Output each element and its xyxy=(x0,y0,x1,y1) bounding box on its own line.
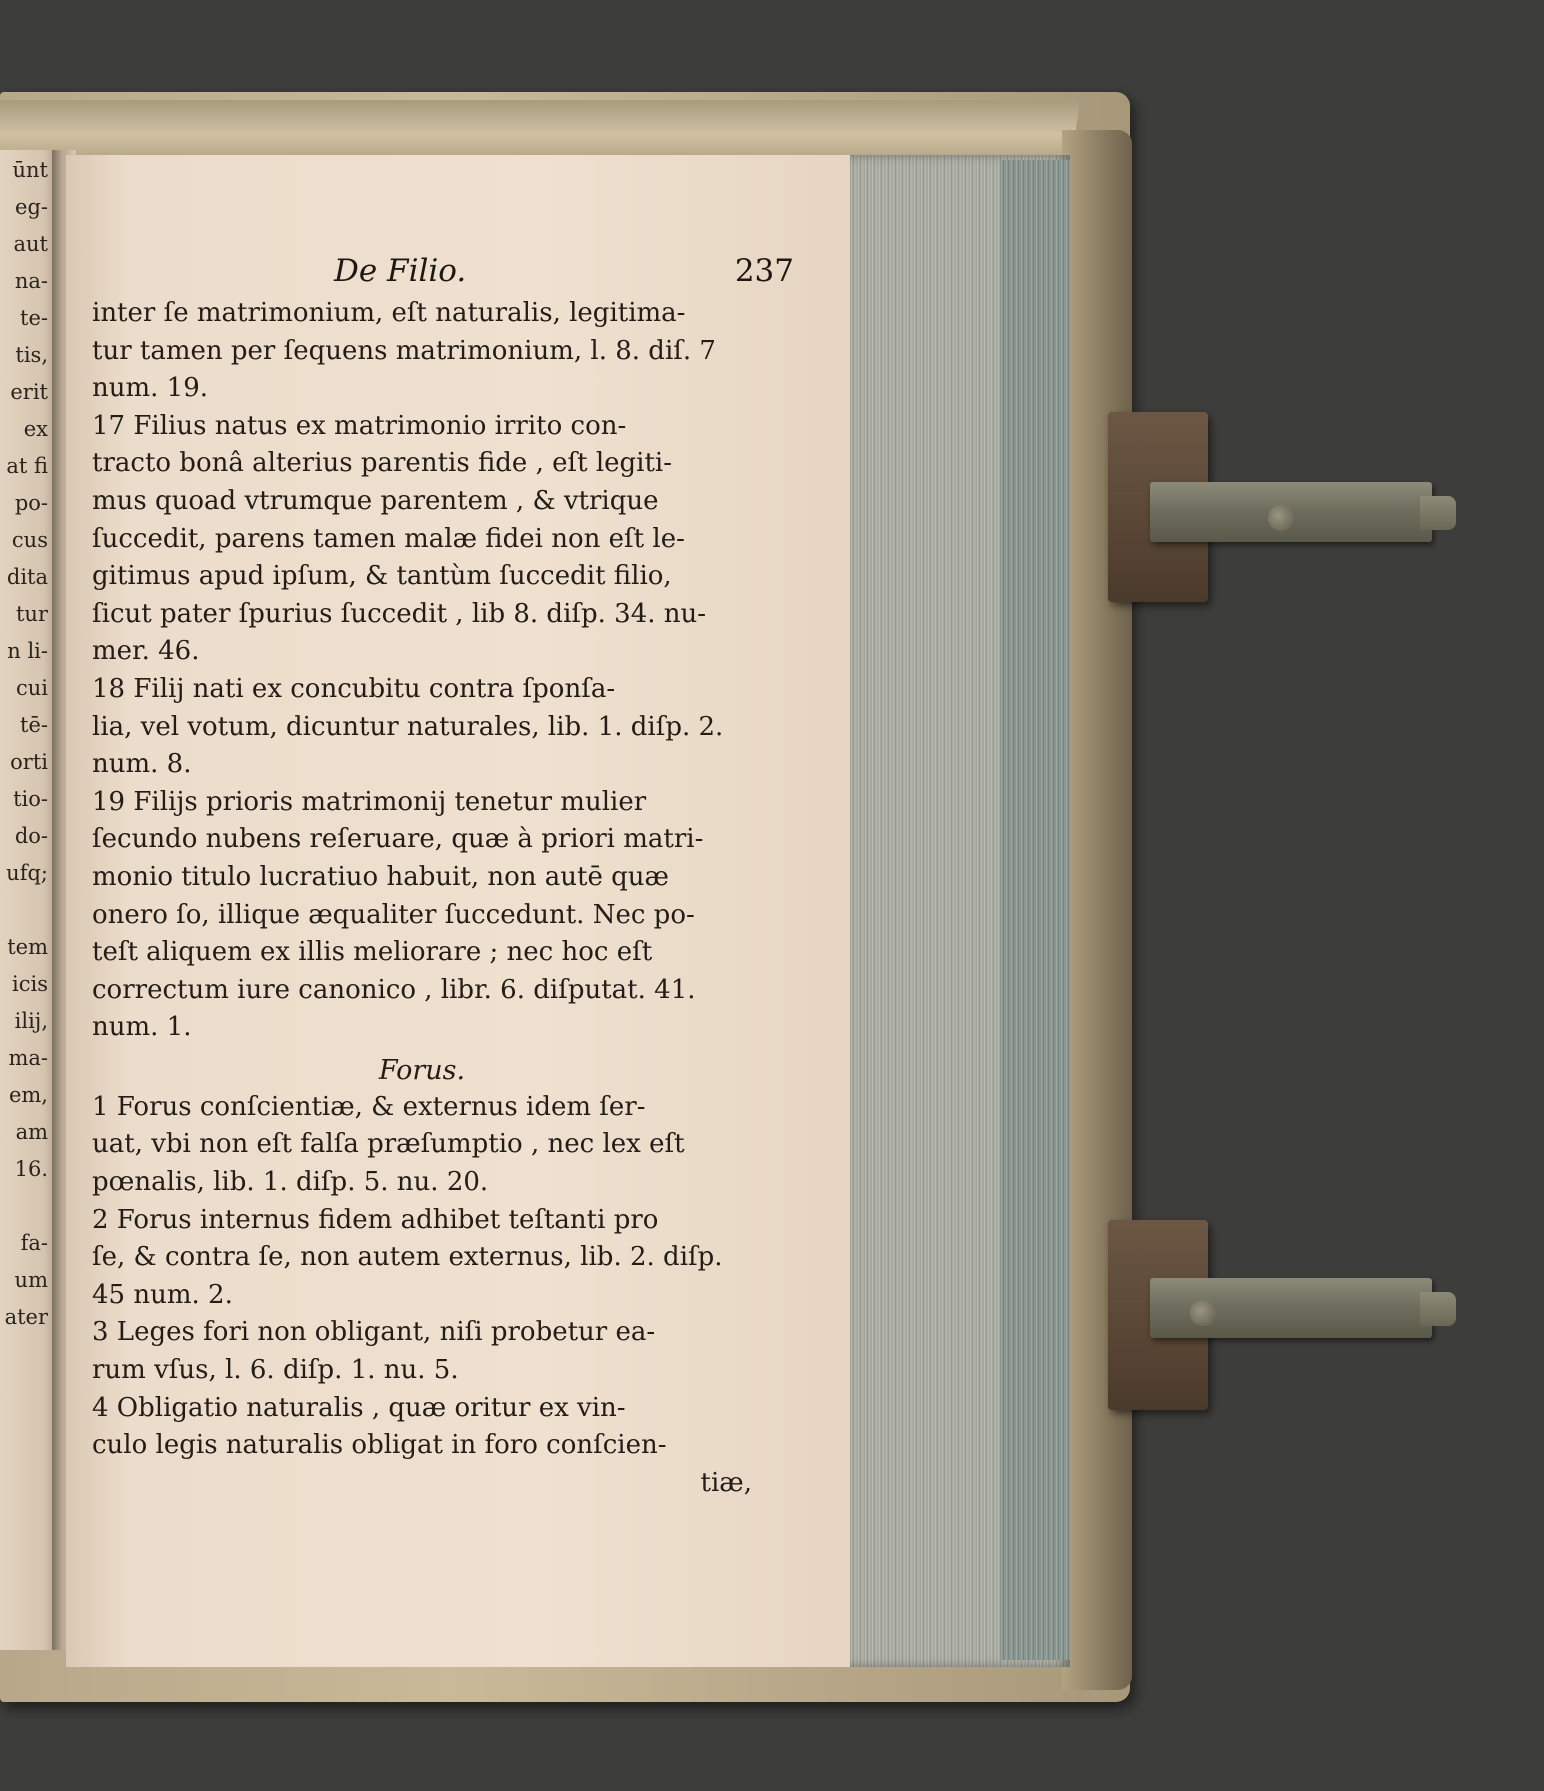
page-body-text xyxy=(92,295,752,1502)
text-line: num. 19. xyxy=(92,373,209,404)
page-block-edges-inner xyxy=(1000,160,1070,1660)
upper-clasp-rivet xyxy=(1268,505,1294,531)
text-line: 19 Filijs prioris matrimonij tenetur mulier xyxy=(92,786,647,817)
text-line: ſecundo nubens reſeruare, quæ à priori matri- xyxy=(92,824,704,855)
text-line: uat, vbi non eſt falſa præſumptio , nec lex eſt xyxy=(92,1129,685,1160)
section-heading: Forus. xyxy=(378,1054,466,1086)
text-line: monio titulo lucratiuo habuit, non autē quæ xyxy=(92,861,669,892)
left-page-fragment: at fi xyxy=(6,454,48,478)
text-line: num. 1. xyxy=(92,1012,192,1043)
text-line: ſuccedit, parens tamen malæ fidei non eſt le- xyxy=(92,523,685,554)
text-line: tur tamen per ſequens matrimonium, l. 8. diſ. 7 xyxy=(92,335,716,366)
text-line: inter ſe matrimonium, eſt naturalis, legitima- xyxy=(92,298,686,328)
left-page-fragment: na- xyxy=(14,269,48,293)
text-line: 45 num. 2. xyxy=(92,1279,233,1310)
text-line: ſe, & contra ſe, non autem externus, lib. 2. diſp. xyxy=(92,1242,723,1273)
text-line: teſt aliquem ex illis meliorare ; nec hoc eſt xyxy=(92,937,653,968)
left-page-text-fragments xyxy=(0,152,48,1336)
text-line: mer. 46. xyxy=(92,636,200,667)
left-page-fragment: dita xyxy=(6,565,48,589)
text-line: pœnalis, lib. 1. diſp. 5. nu. 20. xyxy=(92,1167,489,1198)
left-page-fragment: po- xyxy=(14,491,48,515)
upper-clasp-tip xyxy=(1420,496,1456,530)
left-page-fragment: erit xyxy=(10,380,48,404)
text-line: 2 Forus internus fidem adhibet teſtanti pro xyxy=(92,1204,659,1235)
text-line: lia, vel votum, dicuntur naturales, lib. 1. diſp. 2. xyxy=(92,711,724,742)
text-line: onero ſo, illique æqualiter ſuccedunt. Nec po- xyxy=(92,899,695,930)
text-line: ſicut pater ſpurius ſuccedit , lib 8. diſp. 34. nu- xyxy=(92,598,707,629)
text-line: 1 Forus conſcientiæ, & externus idem ſer- xyxy=(92,1091,646,1122)
running-title: De Filio. xyxy=(334,253,467,289)
left-page-fragment: tur xyxy=(15,602,48,626)
back-board-edge xyxy=(1062,130,1132,1690)
left-page-fragment: cui xyxy=(15,676,48,700)
left-page-fragment: do- xyxy=(14,824,48,848)
left-page-fragment: icis xyxy=(12,972,48,996)
left-page-fragment: te- xyxy=(20,306,48,330)
left-page-fragment: tio- xyxy=(13,787,48,811)
left-page-fragment: ex xyxy=(23,417,48,441)
left-page-fragment xyxy=(0,1188,48,1225)
left-page-fragment: am xyxy=(15,1120,48,1144)
cover-top-edge xyxy=(0,100,1080,158)
text-line: gitimus apud ipſum, & tantùm ſuccedit filio, xyxy=(92,561,672,592)
text-line: rum vſus, l. 6. diſp. 1. nu. 5. xyxy=(92,1355,459,1386)
left-page-fragment: eg- xyxy=(15,195,48,219)
left-page-fragment: em, xyxy=(8,1083,48,1107)
left-page-fragment: orti xyxy=(10,750,48,774)
left-page-fragment: ilij, xyxy=(14,1009,48,1033)
catchword: tiæ, xyxy=(700,1467,752,1498)
left-page-fragment: ma- xyxy=(8,1046,48,1070)
text-line: correctum iure canonico , libr. 6. diſputat. 41. xyxy=(92,974,696,1005)
text-line: 18 Filij nati ex concubitu contra ſponſa- xyxy=(92,673,616,704)
lower-clasp-tip xyxy=(1420,1292,1456,1326)
text-line: mus quoad vtrumque parentem , & vtrique xyxy=(92,485,659,516)
page-header xyxy=(334,253,794,293)
left-page-fragment: ater xyxy=(4,1305,48,1329)
lower-clasp-rivet xyxy=(1190,1300,1216,1326)
left-page-fragment: tē- xyxy=(20,713,48,737)
text-line: num. 8. xyxy=(92,749,192,780)
left-page-fragment: n li- xyxy=(7,639,48,663)
left-page-fragment: tem xyxy=(7,935,48,959)
page-number: 237 xyxy=(734,253,794,289)
left-page-fragment: ūnt xyxy=(12,158,48,182)
left-page-fragment: tis, xyxy=(15,343,48,367)
text-line: tracto bonâ alterius parentis fide , eſt legiti- xyxy=(92,448,673,479)
text-line: 4 Obligatio naturalis , quæ oritur ex vin- xyxy=(92,1392,626,1423)
text-line: 17 Filius natus ex matrimonio irrito con- xyxy=(92,410,627,441)
left-page-fragment: um xyxy=(14,1268,48,1292)
left-page-fragment: cus xyxy=(11,528,48,552)
right-page xyxy=(66,155,856,1667)
text-line: culo legis naturalis obligat in foro conſcien- xyxy=(92,1430,667,1461)
left-page-fragment: ufq; xyxy=(6,861,48,885)
left-page-fragment: aut xyxy=(13,232,48,256)
left-page-fragment: 16. xyxy=(14,1157,48,1181)
text-line: 3 Leges fori non obligant, niſi probetur ea- xyxy=(92,1317,656,1348)
left-page-fragment: fa- xyxy=(20,1231,48,1255)
left-page-fragment xyxy=(0,892,48,929)
